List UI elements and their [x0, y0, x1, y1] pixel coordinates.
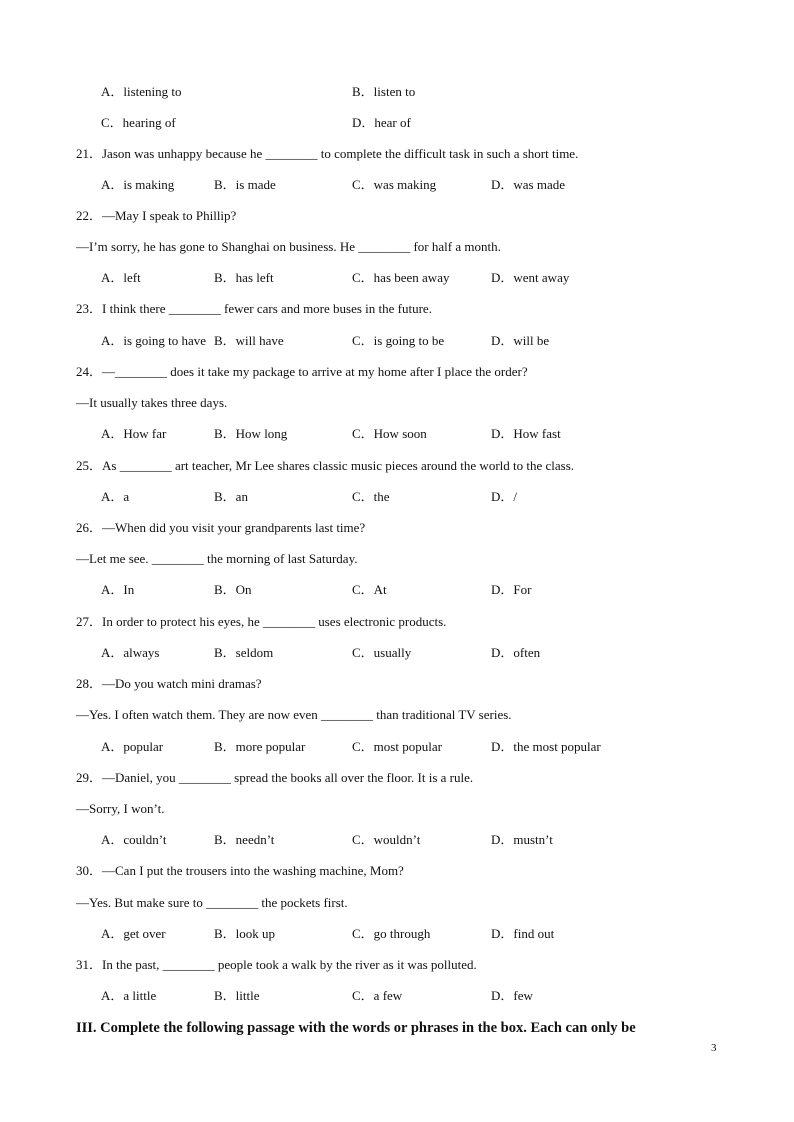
q31-option-a: A．a little — [101, 988, 157, 1003]
q30-option-a: A．get over — [101, 926, 166, 941]
q27-stem: 27．In order to protect his eyes, he ________ uses electronic products. — [76, 614, 447, 629]
q30-option-b: B．look up — [214, 926, 276, 941]
q21-option-b: B．is made — [214, 177, 276, 192]
q26-option-c: C．At — [352, 582, 387, 597]
q27-option-b: B．seldom — [214, 645, 274, 660]
q28-option-a: A．popular — [101, 739, 164, 754]
q21-option-d: D．was made — [491, 177, 566, 192]
q29-option-d: D．mustn’t — [491, 832, 553, 847]
q28-stem-1: 28．—Do you watch mini dramas? — [76, 676, 262, 691]
q20-option-a: A．listening to — [101, 84, 182, 99]
q21-option-c: C．was making — [352, 177, 437, 192]
q20-option-c: C．hearing of — [101, 115, 176, 130]
q27-option-a: A．always — [101, 645, 160, 660]
q21-option-a: A．is making — [101, 177, 175, 192]
q25-option-d: D．/ — [491, 489, 518, 504]
q26-stem-2: —Let me see. ________ the morning of last Saturday. — [76, 551, 358, 566]
q22-option-b: B．has left — [214, 270, 274, 285]
q26-option-a: A．In — [101, 582, 135, 597]
section-heading: III. Complete the following passage with the words or phrases in the box. Each can only be — [76, 1020, 636, 1036]
q25-option-b: B．an — [214, 489, 248, 504]
q29-stem-2: —Sorry, I won’t. — [76, 801, 165, 816]
q23-option-a: A．is going to have — [101, 333, 207, 348]
q22-option-d: D．went away — [491, 270, 570, 285]
q28-option-d: D．the most popular — [491, 739, 601, 754]
q26-option-d: D．For — [491, 582, 532, 597]
q23-option-d: D．will be — [491, 333, 550, 348]
q25-option-c: C．the — [352, 489, 390, 504]
q21-stem: 21．Jason was unhappy because he ________ to complete the difficult task in such a short time. — [76, 146, 579, 161]
q31-option-d: D．few — [491, 988, 533, 1003]
q30-stem-2: —Yes. But make sure to ________ the pockets first. — [76, 895, 348, 910]
q22-stem-1: 22．—May I speak to Phillip? — [76, 208, 237, 223]
q27-option-c: C．usually — [352, 645, 412, 660]
q22-option-a: A．left — [101, 270, 141, 285]
q31-option-b: B．little — [214, 988, 260, 1003]
q24-option-b: B．How long — [214, 426, 288, 441]
q23-stem: 23．I think there ________ fewer cars and more buses in the future. — [76, 301, 432, 316]
q20-option-b: B．listen to — [352, 84, 416, 99]
q29-stem-1: 29．—Daniel, you ________ spread the books all over the floor. It is a rule. — [76, 770, 474, 785]
q28-stem-2: —Yes. I often watch them. They are now even ________ than traditional TV series. — [76, 707, 512, 722]
q30-option-d: D．find out — [491, 926, 555, 941]
q29-option-a: A．couldn’t — [101, 832, 167, 847]
q28-option-c: C．most popular — [352, 739, 442, 754]
q24-stem-1: 24．—________ does it take my package to arrive at my home after I place the order? — [76, 364, 528, 379]
page-number: 3 — [711, 1042, 717, 1054]
q20-option-d: D．hear of — [352, 115, 411, 130]
q25-option-a: A．a — [101, 489, 130, 504]
q24-stem-2: —It usually takes three days. — [76, 395, 228, 410]
q23-option-c: C．is going to be — [352, 333, 445, 348]
q22-stem-2: —I’m sorry, he has gone to Shanghai on business. He ________ for half a month. — [76, 239, 501, 254]
q30-stem-1: 30．—Can I put the trousers into the washing machine, Mom? — [76, 863, 404, 878]
q26-option-b: B．On — [214, 582, 252, 597]
q24-option-c: C．How soon — [352, 426, 427, 441]
q30-option-c: C．go through — [352, 926, 431, 941]
q22-option-c: C．has been away — [352, 270, 450, 285]
q28-option-b: B．more popular — [214, 739, 306, 754]
q25-stem: 25．As ________ art teacher, Mr Lee shares classic music pieces around the world to the class. — [76, 458, 575, 473]
q24-option-a: A．How far — [101, 426, 167, 441]
q31-stem: 31．In the past, ________ people took a walk by the river as it was polluted. — [76, 957, 477, 972]
q26-stem-1: 26．—When did you visit your grandparents last time? — [76, 520, 366, 535]
q31-option-c: C．a few — [352, 988, 403, 1003]
q27-option-d: D．often — [491, 645, 541, 660]
q29-option-b: B．needn’t — [214, 832, 275, 847]
q29-option-c: C．wouldn’t — [352, 832, 421, 847]
q24-option-d: D．How fast — [491, 426, 561, 441]
q23-option-b: B．will have — [214, 333, 284, 348]
